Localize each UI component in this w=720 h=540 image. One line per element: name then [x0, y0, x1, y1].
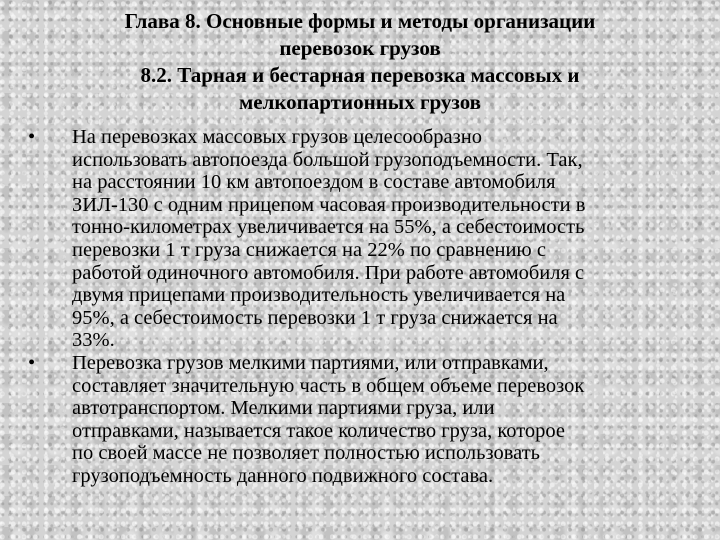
title-line-2: перевозок грузов [279, 36, 441, 60]
bullet-1-line-7: работой одиночного автомобиля. При работе автомобиля с [72, 261, 585, 284]
bullet-item-2 [28, 352, 700, 488]
bullet-1-line-8: двумя прицепами производительность увеличивается на [72, 284, 566, 307]
bullet-2-line-2: составляет значительную часть в общем объеме перевозок [72, 374, 585, 397]
title-line-4: мелкопартионных грузов [238, 90, 482, 114]
bullet-1-line-6: перевозки 1 т груза снижается на 22% по сравнению с [72, 238, 546, 261]
bullet-2-line-5: по своей массе не позволяет полностью использовать [72, 442, 541, 465]
bullet-2-line-3: автотранспортом. Мелкими партиями груза, или [72, 397, 495, 420]
bullet-1-line-5: тонно-километрах увеличивается на 55%, а себестоимость [72, 216, 585, 239]
bullet-dot-icon: • [28, 126, 36, 148]
slide-title [60, 8, 660, 116]
bullet-1-line-10: 33%. [72, 329, 115, 352]
bullet-list [28, 126, 700, 488]
bullet-2-line-1: Перевозка грузов мелкими партиями, или отправками, [72, 351, 549, 374]
bullet-2-line-6: грузоподъемность данного подвижного состава. [72, 464, 494, 487]
bullet-1-line-9: 95%, а себестоимость перевозки 1 т груза снижается на [72, 306, 558, 329]
bullet-1-line-1: На перевозках массовых грузов целесообразно [72, 126, 482, 148]
bullet-item-1 [28, 126, 700, 352]
bullet-1-line-3: на расстоянии 10 км автопоездом в составе автомобиля [72, 171, 556, 194]
bullet-1-line-2: использовать автопоезда большой грузоподъемности. Так, [72, 148, 583, 171]
title-line-3: 8.2. Тарная и бестарная перевозка массовых и [140, 63, 580, 87]
title-line-1: Глава 8. Основные формы и методы организации [124, 9, 596, 33]
bullet-1-line-4: ЗИЛ-130 с одним прицепом часовая производительности в [72, 193, 586, 216]
bullet-dot-icon: • [28, 351, 36, 374]
bullet-2-line-4: отправками, называется такое количество груза, которое [72, 419, 566, 442]
